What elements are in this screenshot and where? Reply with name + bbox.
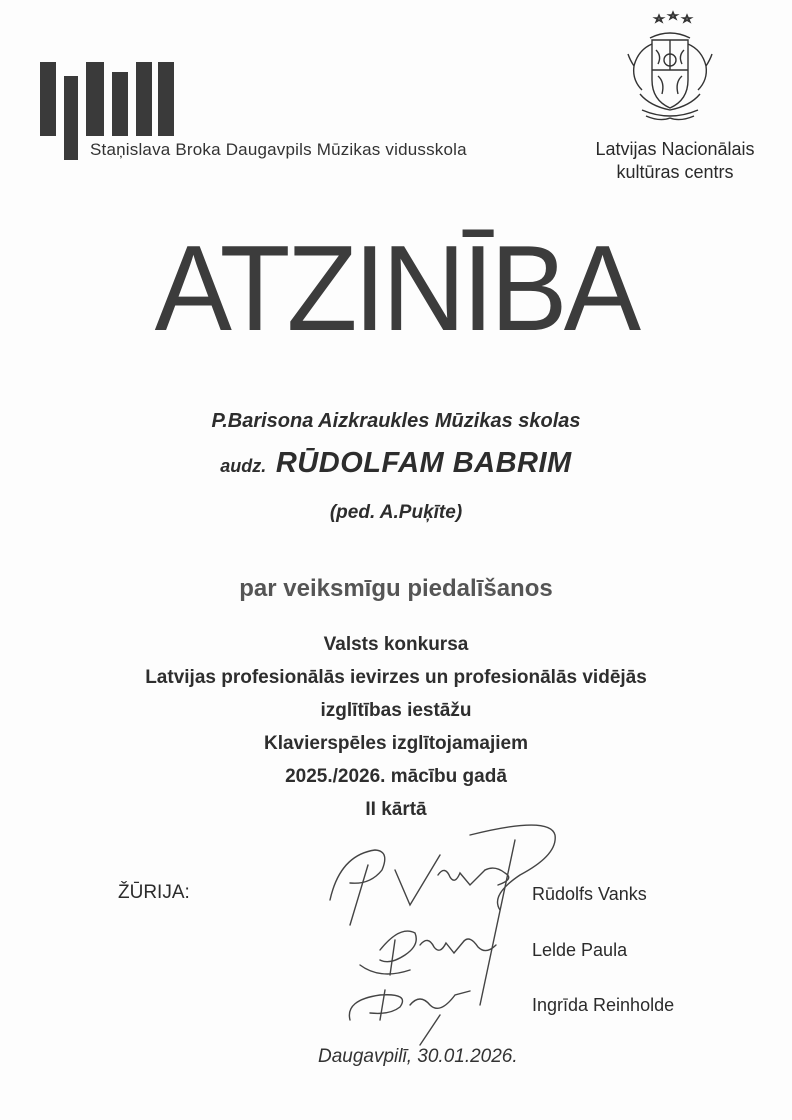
centre-name-line1: Latvijas Nacionālais bbox=[595, 139, 755, 159]
recipient-prefix: audz. bbox=[220, 456, 267, 476]
recipient-name: RŪDOLFAM BABRIM bbox=[275, 447, 572, 479]
centre-name bbox=[575, 138, 775, 184]
contest-line: Latvijas profesionālās ievirzes un profesionālās vidējās bbox=[145, 667, 647, 688]
contest-line: II kārtā bbox=[365, 799, 427, 820]
recipient-teacher: (ped. A.Puķīte) bbox=[329, 502, 463, 523]
school-name: Staņislava Broka Daugavpils Mūzikas vidusskola bbox=[90, 140, 467, 159]
place-and-date: Daugavpilī, 30.01.2026. bbox=[318, 1046, 518, 1067]
contest-line: Klavierspēles izglītojamajiem bbox=[263, 733, 528, 754]
certificate-title: ATZINĪBA bbox=[154, 220, 638, 356]
recipient-school: P.Barisona Aizkraukles Mūzikas skolas bbox=[211, 410, 581, 432]
jury-label: ŽŪRIJA: bbox=[118, 882, 190, 903]
contest-line: 2025./2026. mācību gadā bbox=[285, 766, 507, 787]
contest-description bbox=[0, 628, 792, 826]
jury-member-name: Ingrīda Reinholde bbox=[532, 995, 675, 1015]
jury-member-name: Rūdolfs Vanks bbox=[532, 884, 647, 904]
contest-line: izglītības iestāžu bbox=[320, 700, 472, 721]
contest-line: Valsts konkursa bbox=[323, 634, 469, 655]
coat-of-arms-icon bbox=[620, 10, 720, 128]
jury-member-name: Lelde Paula bbox=[532, 940, 628, 960]
jury-signatures bbox=[320, 815, 580, 1055]
centre-name-line2: kultūras centrs bbox=[616, 162, 734, 182]
participation-text: par veiksmīgu piedalīšanos bbox=[239, 575, 553, 602]
recipient-line bbox=[0, 447, 792, 480]
